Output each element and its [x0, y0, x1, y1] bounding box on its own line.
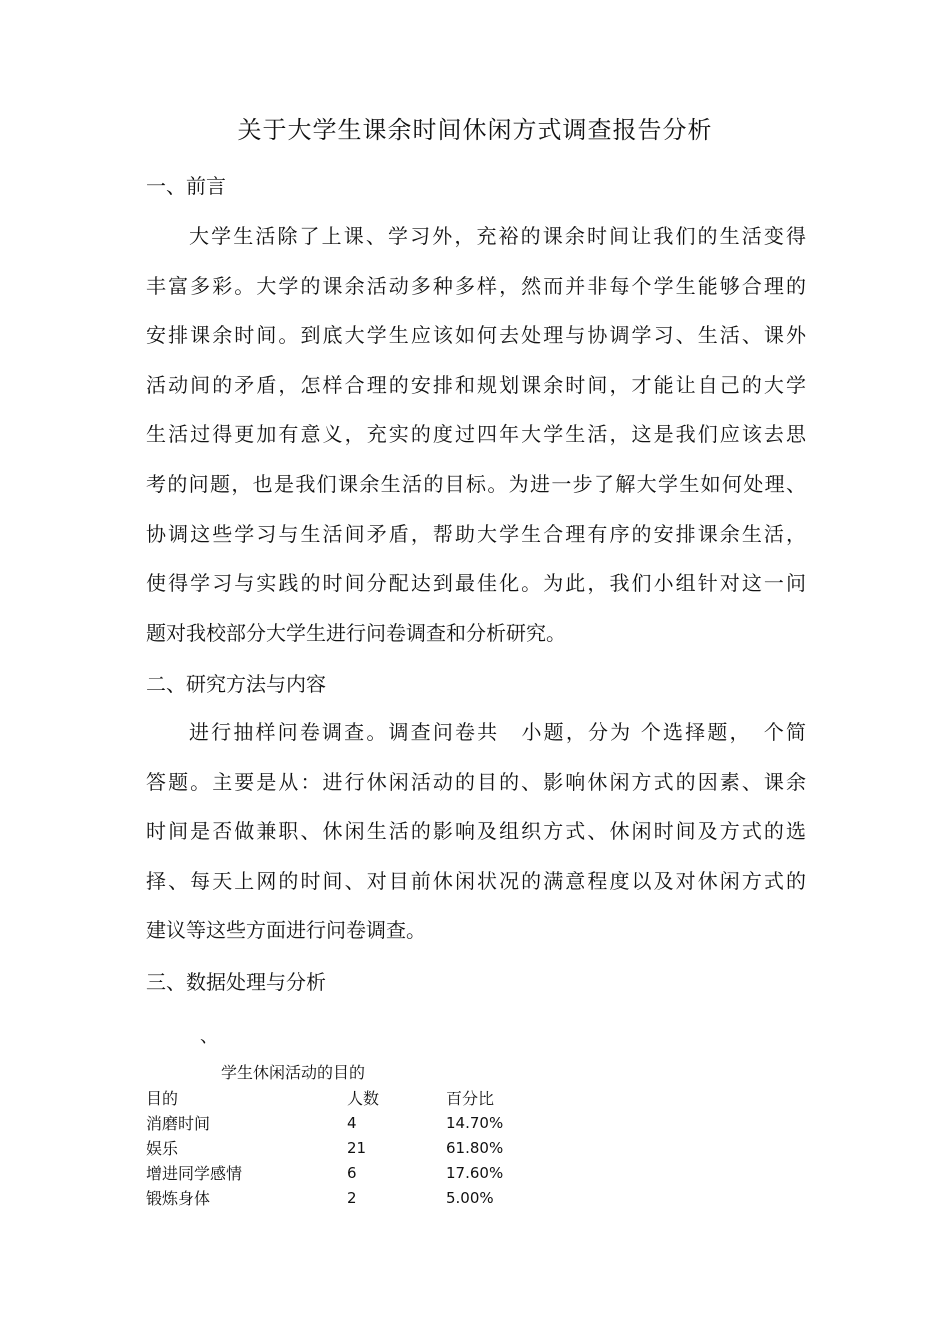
- paragraph-line: 生活过得更加有意义，充实的度过四年大学生活，这是我们应该去思: [146, 422, 806, 447]
- section-heading-analysis: 三、数据处理与分析: [146, 970, 326, 994]
- purpose-table: [146, 1086, 566, 1211]
- paragraph-line: 活动间的矛盾，怎样合理的安排和规划课余时间，才能让自己的大学: [146, 372, 806, 397]
- paragraph-line: 建议等这些方面进行问卷调查。: [146, 918, 426, 943]
- paragraph-line: 题对我校部分大学生进行问卷调查和分析研究。: [146, 620, 566, 645]
- cell-purpose: 锻炼身体: [146, 1189, 211, 1208]
- cell-count: 6: [347, 1164, 357, 1182]
- paragraph-line: 丰富多彩。大学的课余活动多种多样，然而并非每个学生能够合理的: [146, 273, 806, 298]
- cell-count: 2: [347, 1189, 357, 1207]
- cell-percent: 5.00%: [446, 1189, 494, 1207]
- section-heading-method: 二、研究方法与内容: [146, 672, 326, 696]
- cell-count: 21: [347, 1139, 367, 1157]
- cell-purpose: 消磨时间: [146, 1114, 211, 1133]
- paragraph-line: 择、每天上网的时间、对目前休闲状况的满意程度以及对休闲方式的: [146, 868, 806, 893]
- paragraph-line: 答题。主要是从：进行休闲活动的目的、影响休闲方式的因素、课余: [146, 769, 806, 794]
- method-paragraph: [146, 708, 806, 956]
- table-title: 学生休闲活动的目的: [221, 1063, 366, 1082]
- cell-purpose: 娱乐: [146, 1139, 179, 1158]
- cell-purpose: 增进同学感情: [146, 1164, 243, 1183]
- paragraph-line: 考的问题，也是我们课余生活的目标。为进一步了解大学生如何处理、: [146, 471, 806, 496]
- header-percent: 百分比: [446, 1089, 495, 1108]
- table-row: [146, 1111, 566, 1136]
- paragraph-line: 协调这些学习与生活间矛盾，帮助大学生合理有序的安排课余生活，: [146, 521, 806, 546]
- paragraph-line: 使得学习与实践的时间分配达到最佳化。为此，我们小组针对这一问: [146, 571, 806, 596]
- document-title: 关于大学生课余时间休闲方式调查报告分析: [237, 116, 713, 144]
- header-count: 人数: [347, 1089, 380, 1108]
- table-row: [146, 1136, 566, 1161]
- table-row: [146, 1161, 566, 1186]
- cell-percent: 61.80%: [446, 1139, 504, 1157]
- cell-percent: 14.70%: [446, 1114, 504, 1132]
- table-row: [146, 1186, 566, 1211]
- header-purpose: 目的: [146, 1089, 179, 1108]
- table-header-row: [146, 1086, 566, 1111]
- paragraph-line: 进行抽样问卷调查。调查问卷共 小题，分为 个选择题， 个简: [189, 720, 806, 744]
- cell-percent: 17.60%: [446, 1164, 504, 1182]
- preface-paragraph: [146, 212, 806, 658]
- cell-count: 4: [347, 1114, 357, 1132]
- paragraph-line: 大学生活除了上课、学习外，充裕的课余时间让我们的生活变得: [189, 224, 806, 248]
- enumeration-mark: 、: [200, 1026, 218, 1047]
- section-heading-preface: 一、前言: [146, 174, 226, 198]
- paragraph-line: 时间是否做兼职、休闲生活的影响及组织方式、休闲时间及方式的选: [146, 819, 806, 844]
- paragraph-line: 安排课余时间。到底大学生应该如何去处理与协调学习、生活、课外: [146, 323, 806, 348]
